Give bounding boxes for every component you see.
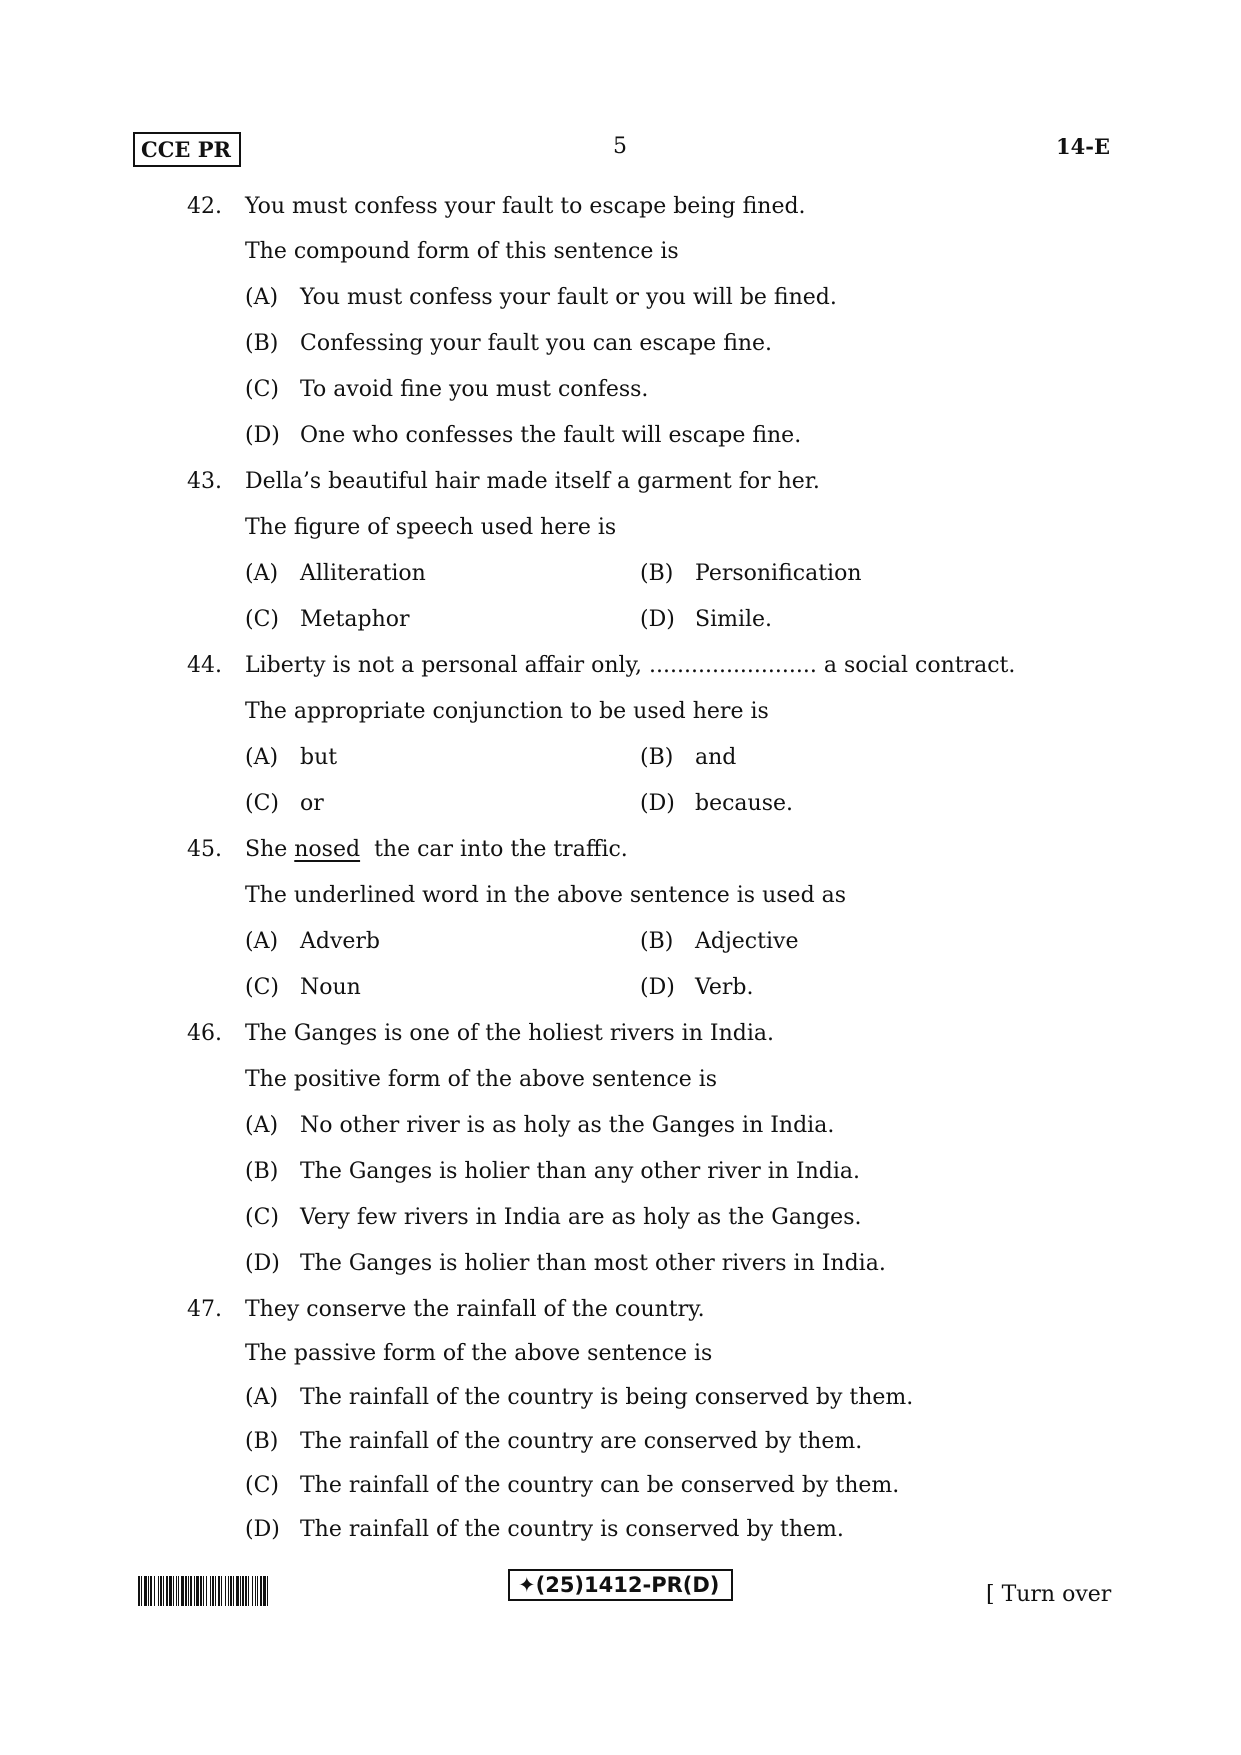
option-text: The rainfall of the country can be conserved by them. (300, 1473, 900, 1498)
barcode-bar (138, 1576, 140, 1606)
option-text: Very few rivers in India are as holy as the Ganges. (300, 1205, 862, 1230)
paper-code-label: CCE PR (133, 132, 241, 167)
question-paper-code (508, 1569, 733, 1601)
barcode-bar (181, 1576, 184, 1606)
option-text: The Ganges is holier than any other river in India. (300, 1159, 861, 1184)
barcode-bar (169, 1576, 172, 1606)
option-label: (D) (245, 423, 280, 448)
option-text: or (300, 791, 324, 816)
option-label: (D) (640, 975, 675, 1000)
option-text: Verb. (695, 975, 754, 1000)
option-label: (C) (245, 791, 279, 816)
option-text: because. (695, 791, 794, 816)
barcode-bar (255, 1576, 256, 1606)
paper-code-text: (25)1412-PR(D) (535, 1573, 720, 1597)
option-text: Adjective (695, 929, 799, 954)
barcode-bar (242, 1576, 244, 1606)
option-label: (C) (245, 377, 279, 402)
barcode-bar (163, 1576, 164, 1606)
barcode-bar (173, 1576, 174, 1606)
barcode-bar (176, 1576, 177, 1606)
option-text: but (300, 745, 338, 770)
question-text: They conserve the rainfall of the country. (245, 1297, 705, 1322)
option-label: (B) (640, 929, 674, 954)
question-number: 43. (187, 469, 222, 494)
option-label: (C) (245, 975, 279, 1000)
barcode-bar (166, 1576, 168, 1606)
barcode-bar (144, 1576, 147, 1606)
underlined-word: nosed (294, 837, 361, 862)
question-text: The Ganges is one of the holiest rivers in India. (245, 1021, 774, 1046)
barcode-bar (188, 1576, 189, 1606)
option-text: No other river is as holy as the Ganges in India. (300, 1113, 835, 1138)
barcode-bar (203, 1576, 204, 1606)
option-label: (D) (245, 1517, 280, 1542)
barcode-bar (160, 1576, 162, 1606)
option-label: (A) (245, 745, 279, 770)
option-text: The rainfall of the country are conserved by them. (300, 1429, 863, 1454)
option-label: (C) (245, 1473, 279, 1498)
option-text: Adverb (300, 929, 381, 954)
option-text: The rainfall of the country is being conserved by them. (300, 1385, 914, 1410)
version-code: 14-E (1056, 134, 1110, 159)
option-label: (D) (245, 1251, 280, 1276)
question-number: 45. (187, 837, 222, 862)
barcode-bar (221, 1576, 222, 1606)
barcode-bar (194, 1576, 195, 1606)
question-number: 46. (187, 1021, 222, 1046)
option-label: (A) (245, 1113, 279, 1138)
question-prompt: The positive form of the above sentence is (245, 1067, 718, 1092)
barcode-bar (257, 1576, 258, 1606)
barcode-bar (228, 1576, 229, 1606)
barcode-bar (215, 1576, 216, 1606)
barcode-bar (260, 1576, 262, 1606)
barcode-bar (263, 1576, 266, 1606)
option-label: (B) (245, 1429, 279, 1454)
turn-over-note: [ Turn over (986, 1582, 1112, 1607)
option-label: (D) (640, 791, 675, 816)
barcode-bar (245, 1576, 247, 1606)
option-label: (A) (245, 929, 279, 954)
question-text: Liberty is not a personal affair only, ........................ a social contract. (245, 653, 1016, 678)
barcode-bar (141, 1576, 142, 1606)
question-text-end: the car into the traffic. (360, 837, 628, 862)
barcode-bar (236, 1576, 239, 1606)
option-label: (C) (245, 607, 279, 632)
barcode-bar (248, 1576, 249, 1606)
option-text: Personification (695, 561, 862, 586)
option-text: The Ganges is holier than most other rivers in India. (300, 1251, 886, 1276)
page-number: 5 (613, 134, 627, 159)
question-prompt: The compound form of this sentence is (245, 239, 679, 264)
barcode-bar (200, 1576, 202, 1606)
barcode-bar (267, 1576, 268, 1606)
option-text: Metaphor (300, 607, 410, 632)
barcode-bar (218, 1576, 220, 1606)
question-prompt: The appropriate conjunction to be used here is (245, 699, 769, 724)
barcode-bar (233, 1576, 234, 1606)
barcode-bar (190, 1576, 192, 1606)
barcode-bar (178, 1576, 179, 1606)
barcode-bar (185, 1576, 187, 1606)
option-label: (C) (245, 1205, 279, 1230)
option-label: (B) (640, 561, 674, 586)
option-text: Alliteration (300, 561, 426, 586)
question-text-start: She (245, 837, 295, 862)
barcode-bar (150, 1576, 152, 1606)
option-label: (A) (245, 285, 279, 310)
option-label: (B) (245, 331, 279, 356)
barcode-image (138, 1576, 390, 1606)
option-label: (B) (245, 1159, 279, 1184)
option-label: (B) (640, 745, 674, 770)
option-label: (A) (245, 1385, 279, 1410)
option-text: Simile. (695, 607, 773, 632)
question-prompt: The figure of speech used here is (245, 515, 617, 540)
option-text: The rainfall of the country is conserved by them. (300, 1517, 844, 1542)
option-text: To avoid fine you must confess. (300, 377, 649, 402)
barcode-bar (154, 1576, 155, 1606)
option-text: You must confess your fault or you will be fined. (300, 285, 837, 310)
barcode-bar (196, 1576, 199, 1606)
question-number: 44. (187, 653, 222, 678)
barcode-bar (230, 1576, 232, 1606)
option-text: and (695, 745, 737, 770)
barcode-bar (158, 1576, 159, 1606)
star-icon: ✦ (518, 1573, 536, 1597)
barcode-bar (148, 1576, 149, 1606)
question-number: 42. (187, 194, 222, 219)
question-number: 47. (187, 1297, 222, 1322)
option-label: (A) (245, 561, 279, 586)
barcode-bar (240, 1576, 241, 1606)
barcode-bar (206, 1576, 207, 1606)
barcode-bar (252, 1576, 253, 1606)
question-prompt: The underlined word in the above sentence is used as (245, 883, 847, 908)
option-label: (D) (640, 607, 675, 632)
barcode-bar (225, 1576, 226, 1606)
option-text: One who confesses the fault will escape fine. (300, 423, 802, 448)
question-text: Della’s beautiful hair made itself a garment for her. (245, 469, 820, 494)
barcode-bar (212, 1576, 214, 1606)
question-text (245, 837, 628, 863)
question-prompt: The passive form of the above sentence is (245, 1341, 713, 1366)
question-text: You must confess your fault to escape being fined. (245, 194, 806, 219)
barcode-bar (210, 1576, 211, 1606)
option-text: Noun (300, 975, 361, 1000)
option-text: Confessing your fault you can escape fine. (300, 331, 773, 356)
